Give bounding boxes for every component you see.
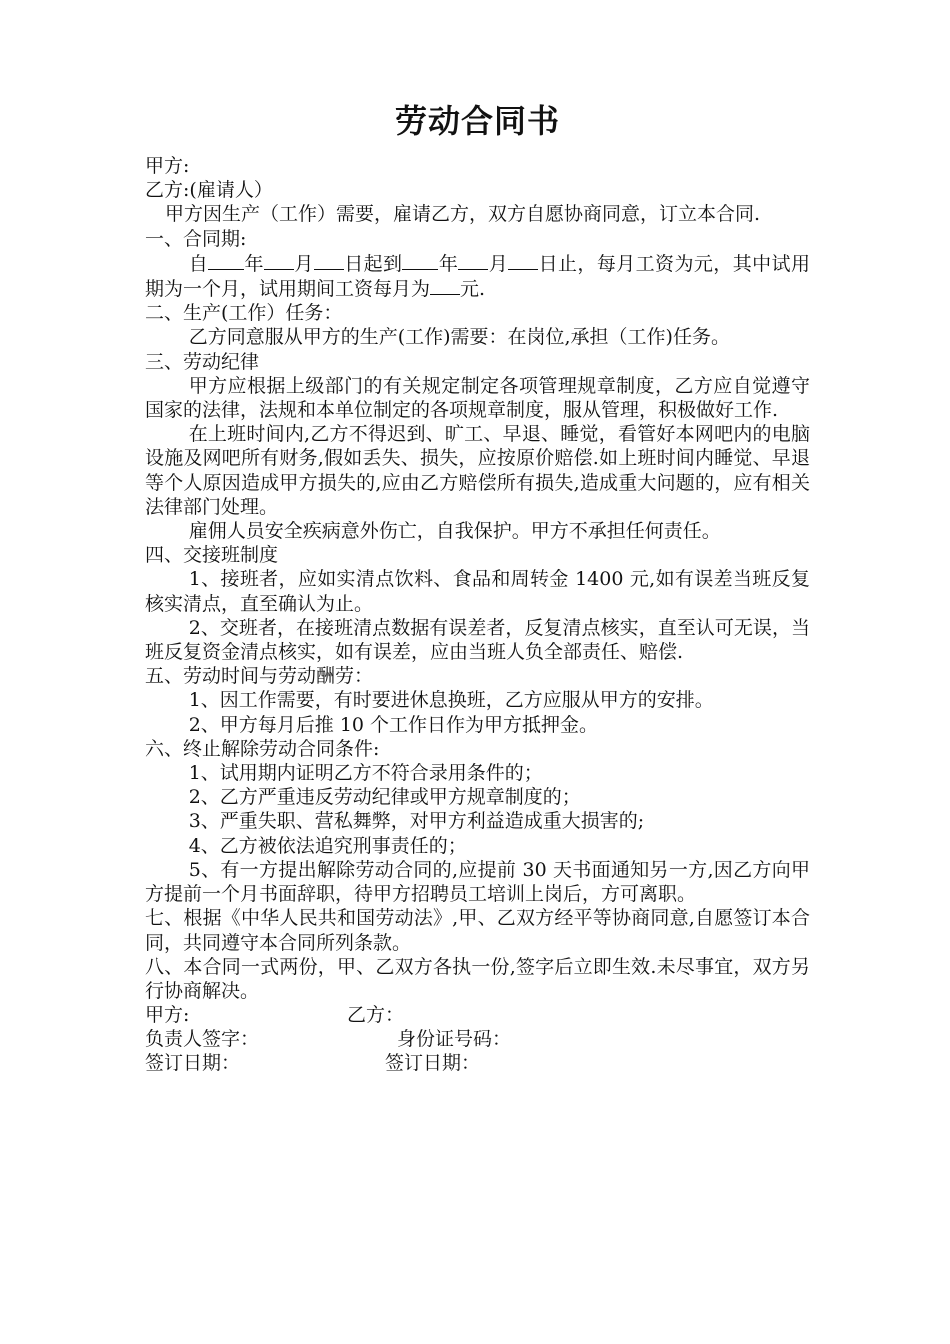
signature-row-names bbox=[145, 1027, 810, 1051]
section-3-heading: 三、劳动纪律 bbox=[145, 350, 260, 373]
section-4-heading: 四、交接班制度 bbox=[145, 544, 279, 567]
section-8-paragraph: 八、本合同一式两份，甲、乙双方各执一份,签字后立即生效.未尽事宜，双方另行协商解决。 bbox=[145, 955, 810, 1002]
section-5-heading: 五、劳动时间与劳动酬劳： bbox=[145, 665, 374, 688]
blank-end-day[interactable] bbox=[508, 251, 538, 270]
id-number-label: 身份证号码： bbox=[397, 1028, 512, 1051]
blank-start-month[interactable] bbox=[264, 251, 294, 270]
section-5-item-2: 2、甲方每月后推 10 个工作日作为甲方抵押金。 bbox=[188, 713, 599, 736]
signature-party-b: 乙方： bbox=[347, 1004, 405, 1027]
section-6-item-5: 5、有一方提出解除劳动合同的,应提前 30 天书面通知另一方,因乙方向甲方提前一个月书面辞职，待甲方招聘员工培训上岗后，方可离职。 bbox=[145, 858, 810, 906]
contract-document bbox=[145, 98, 810, 1076]
blank-start-year[interactable] bbox=[208, 251, 244, 270]
section-4-item-1: 1、接班者，应如实清点饮料、食品和周转金 1400 元,如有误差当班反复核实清点，直至确认为止。 bbox=[145, 568, 810, 615]
section-6-item-1: 1、试用期内证明乙方不符合录用条件的； bbox=[188, 762, 543, 785]
section-3-paragraph-2: 在上班时间内,乙方不得迟到、旷工、早退、睡觉，看管好本网吧内的电脑设施及网吧所有财务,假如丢失、损失，应按原价赔偿.如上班时间内睡觉、早退等个人原因造成甲方损失的,应由乙方赔偿所有损失,造成重大问题的，应有相关法律部门处理。 bbox=[145, 423, 810, 518]
blank-start-day[interactable] bbox=[314, 251, 344, 270]
section-6-item-2: 2、乙方严重违反劳动纪律或甲方规章制度的； bbox=[188, 786, 581, 809]
blank-trial-wage[interactable] bbox=[430, 276, 460, 295]
document-title: 劳动合同书 bbox=[394, 102, 560, 140]
blank-end-month[interactable] bbox=[458, 251, 488, 270]
signature-party-a: 甲方: bbox=[145, 1004, 190, 1027]
section-2-body: 乙方同意服从甲方的生产(工作)需要：在岗位,承担（工作)任务。 bbox=[188, 326, 730, 349]
section-3-paragraph-1: 甲方应根据上级部门的有关规定制定各项管理规章制度，乙方应自觉遵守国家的法律，法规和本单位制定的各项规章制度，服从管理，积极做好工作. bbox=[145, 374, 810, 422]
section-6-item-3: 3、严重失职、营私舞弊，对甲方利益造成重大损害的; bbox=[188, 810, 645, 833]
party-b-label: 乙方:(雇请人） bbox=[145, 179, 273, 202]
signature-row-dates bbox=[145, 1051, 810, 1075]
section-5-item-1: 1、因工作需要，有时要进休息换班，乙方应服从甲方的安排。 bbox=[188, 689, 714, 712]
section-4-item-2: 2、交班者，在接班清点数据有误差者，反复清点核实，直至认可无误，当班反复资金清点核实，如有误差，应由当班人负全部责任、赔偿. bbox=[145, 616, 810, 664]
section-2-heading: 二、生产(工作）任务： bbox=[145, 302, 343, 325]
section-1-heading: 一、合同期: bbox=[145, 227, 247, 250]
intro-paragraph: 甲方因生产（工作）需要，雇请乙方，双方自愿协商同意，订立本合同. bbox=[164, 203, 760, 226]
sign-date-b-label: 签订日期： bbox=[385, 1052, 481, 1075]
sign-date-a-label: 签订日期： bbox=[145, 1052, 241, 1075]
section-6-heading: 六、终止解除劳动合同条件: bbox=[145, 737, 380, 760]
leader-signature-label: 负责人签字： bbox=[145, 1028, 260, 1051]
section-7-paragraph: 七、根据《中华人民共和国劳动法》,甲、乙双方经平等协商同意,自愿签订本合同，共同遵守本合同所列条款。 bbox=[145, 907, 810, 954]
section-3-paragraph-3: 雇佣人员安全疾病意外伤亡，自我保护。甲方不承担任何责任。 bbox=[188, 520, 721, 543]
blank-end-year[interactable] bbox=[402, 251, 438, 270]
signature-row-parties bbox=[145, 1003, 810, 1027]
contract-period-paragraph: 自 年 月 日起到 年 月 日止，每月工资为元，其中试用期为一个月，试用期间工资每月为 元. bbox=[145, 252, 810, 301]
section-6-item-4: 4、乙方被依法追究刑事责任的； bbox=[188, 834, 467, 857]
party-a-label: 甲方: bbox=[145, 155, 190, 177]
